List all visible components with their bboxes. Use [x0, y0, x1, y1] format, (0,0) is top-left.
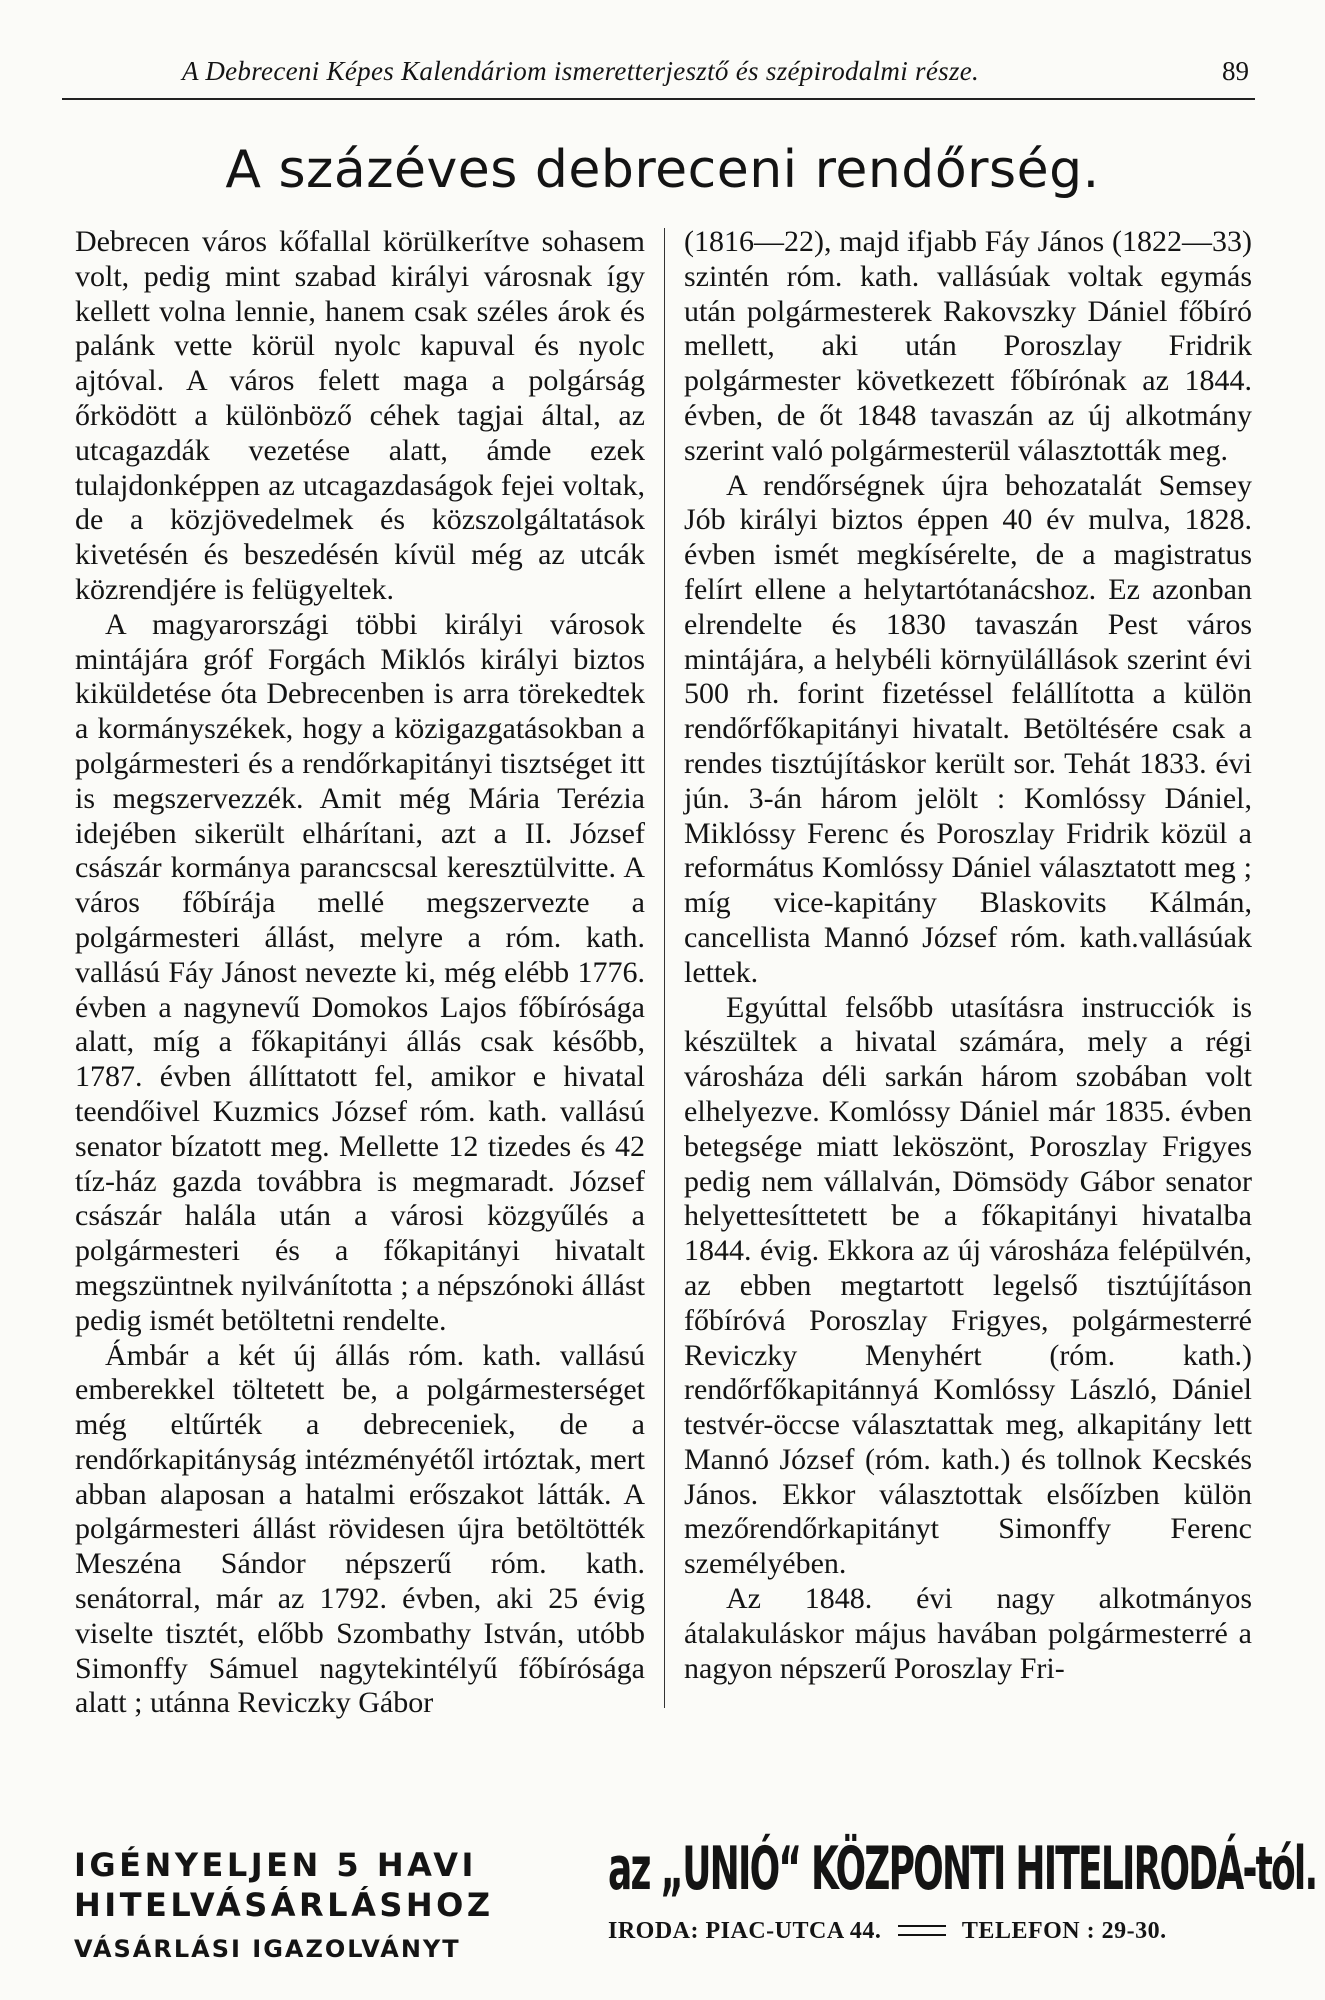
- column-divider: [664, 228, 665, 1708]
- article-title: A százéves debreceni rendőrség.: [225, 140, 1100, 200]
- paragraph: A magyarországi többi királyi városok mintájára gróf Forgách Miklós királyi biztos kiküldetése óta Debrecenben is arra törekedtek a kormányszékek, hogy a közigazgatásokban a polgármesteri és a rendőrkapitányi tisztséget itt is megszervezzék. Amit még Mária Terézia idejében sikerült elhárítani, azt a II. József császár kormánya parancscsal keresztülvitte. A város főbírája mellé megszervezte a polgármesteri állást, melyre a róm. kath. vallású Fáy Jánost nevezte ki, még elébb 1776. évben a nagynevű Domokos Lajos főbírósága alatt, míg a főkapitányi állás csak később, 1787. évben állíttatott fel, amikor e hivatal teendőivel Kuzmics József róm. kath. vallású senator bízatott meg. Mellette 12 tizedes és 42 tíz-ház gazda továbbra is megmaradt. József császár halála után a városi közgyűlés a polgármesteri és a főkapitányi hivatalt megszüntnek nyilvánította ; a népszónoki állást pedig ismét betöltetni rendelte.: [75, 607, 645, 1337]
- advertisement-left: [74, 1845, 594, 1967]
- telephone: TELEFON : 29-30.: [961, 1918, 1167, 1944]
- ad-line: IGÉNYELJEN 5 HAVI: [74, 1846, 477, 1884]
- page-number: 89: [1222, 56, 1249, 86]
- paragraph: Debrecen város kőfallal körülkerítve sohasem volt, pedig mint szabad királyi városnak így kellett volna lennie, hanem csak széles árok és palánk vette körül nyolc kapuval és nyolc ajtóval. A város felett maga a polgárság őrködött a különböző céhek tagjai által, az utcagazdák vezetése alatt, ámde ezek tulajdonképpen az utcagazdaságok fejei voltak, de a közjövedelmek és közszolgáltatások kivetésén és beszedésén kívül még az utcák közrendjére is felügyeltek.: [75, 225, 645, 606]
- paragraph: Egyúttal felsőbb utasításra instrucciók is készültek a hivatal számára, mely a régi városháza déli sarkán három szobában volt elhelyezve. Komlóssy Dániel már 1835. évben betegsége miatt leköszönt, Poroszlay Frigyes pedig nem vállalván, Dömsödy Gábor senator helyettesíttetett be a főkapitányi hivatalba 1844. évig. Ekkora az új városháza felépülvén, az ebben megtartott legelső tisztújításon főbíróvá Poroszlay Frigyes, polgármesterré Reviczky Menyhért (róm. kath.) rendőrfőkapitánnyá Komlóssy László, Dániel testvér-öccse választattak meg, alkapitány lett Mannó József (róm. kath.) és tollnok Kecskés János. Ekkor választottak elsőízben külön mezőrendőrkapitányt Simonffy Ferenc személyében.: [684, 990, 1252, 1581]
- paragraph: (1816—22), majd ifjabb Fáy János (1822—33) szintén róm. kath. vallásúak voltak egymás után polgármesterek Rakovszky Dániel főbíró mellett, aki után Poroszlay Fridrik polgármester következett főbírónak az 1844. évben, de őt 1848 tavaszán az új alkotmány szerint való polgármesterül választották meg.: [684, 225, 1252, 467]
- right-column: [684, 225, 1252, 1686]
- office-address: IRODA: PIAC-UTCA 44.: [608, 1918, 882, 1944]
- paragraph: A rendőrségnek újra behozatalát Semsey Jób királyi biztos éppen 40 év mulva, 1828. évben ismét megkísérelte, de a magistratus felírt ellene a helytartótanácshoz. Ez azonban elrendelte és 1830 tavaszán Pest város mintájára, a helybéli környülállások szerint évi 500 rh. forint fizetéssel felállította a külön rendőrfőkapitányi hivatalt. Betöltésére csak a rendes tisztújításkor került sor. Tehát 1833. évi jún. 3-án három jelölt : Komlóssy Dániel, Miklóssy Ferenc és Poroszlay Fridrik közül a református Komlóssy Dániel választatott meg ; míg vice-kapitány Blaskovits Kálmán, cancellista Mannó József róm. kath.vallásúak lettek.: [684, 468, 1252, 989]
- ad-line: VÁSÁRLÁSI IGAZOLVÁNYT: [74, 1935, 461, 1963]
- ad-contact: [608, 1918, 1258, 1945]
- running-title: A Debreceni Képes Kalendáriom ismeretterjesztő és szépirodalmi része.: [182, 56, 980, 86]
- left-column: [75, 225, 645, 1721]
- ad-banner: az „UNIÓ“ KÖZPONTI HITELIRODÁ-tól.: [608, 1834, 1317, 1904]
- paragraph: Ámbár a két új állás róm. kath. vallású emberekkel töltetett be, a polgármesterséget még eltűrték a debreceniek, de a rendőrkapitányság intézményétől irtóztak, mert abban alaposan a hatalmi erőszakot látták. A polgármesteri állást rövidesen újra betöltötték Meszéna Sándor népszerű róm. kath. senátorral, már az 1792. évben, aki 25 évig viselte tisztét, előbb Szombathy István, utóbb Simonffy Sámuel nagytekintélyű főbírósága alatt ; utánna Reviczky Gábor: [75, 1338, 645, 1720]
- separator-rule: [898, 1925, 946, 1936]
- paragraph: Az 1848. évi nagy alkotmányos átalakuláskor május havában polgármesterré a nagyon népszerű Poroszlay Fri-: [684, 1582, 1252, 1685]
- ad-line: HITELVÁSÁRLÁSHOZ: [74, 1886, 494, 1924]
- running-head: [62, 50, 1255, 100]
- advertisement-right: [608, 1830, 1317, 1945]
